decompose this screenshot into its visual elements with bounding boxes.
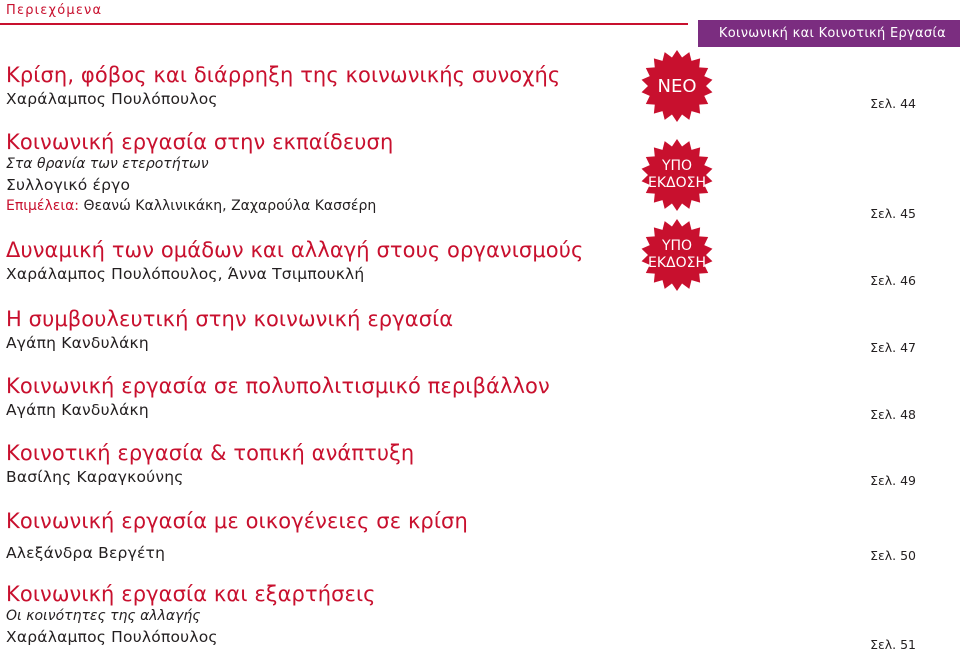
forthcoming-badge-line1: ΥΠΟ [661,158,693,174]
entry-title[interactable]: Κοινοτική εργασία & τοπική ανάπτυξη [6,441,415,465]
toc-entry[interactable] [6,237,583,285]
toc-entry[interactable] [6,508,468,564]
header-rule [0,23,688,25]
entry-subtitle: Στα θρανία των ετεροτήτων [6,156,209,172]
page-number[interactable]: Σελ. 44 [870,96,916,111]
page-number[interactable]: Σελ. 49 [870,473,916,488]
toc-entry[interactable] [6,373,550,421]
editor-prefix: Επιμέλεια: [6,198,80,214]
entry-title[interactable]: Κοινωνική εργασία με οικογένειες σε κρίση [6,509,468,533]
entry-author: Συλλογικό έργο [6,176,131,194]
toc-entry[interactable] [6,306,453,354]
entry-author: Αλεξάνδρα Βεργέτη [6,544,166,562]
entry-author: Χαράλαμπος Πουλόπουλος [6,628,218,646]
toc-entry[interactable] [6,440,414,488]
section-banner: Κοινωνική και Κοινοτική Εργασία [698,20,960,47]
page-number[interactable]: Σελ. 51 [870,637,916,652]
page-number[interactable]: Σελ. 46 [870,273,916,288]
entry-title[interactable]: Κοινωνική εργασία σε πολυπολιτισμικό περιβάλλον [6,374,550,398]
entry-author: Βασίλης Καραγκούνης [6,468,184,486]
entry-title[interactable]: Η συμβουλευτική στην κοινωνική εργασία [6,307,454,331]
entry-editor [6,196,393,216]
entry-author: Χαράλαμπος Πουλόπουλος [6,90,218,108]
toc-entry[interactable] [6,62,560,110]
contents-heading: Περιεχόμενα [6,3,103,18]
new-badge-label: ΝΕΟ [657,75,697,97]
entry-title[interactable]: Κοινωνική εργασία στην εκπαίδευση [6,130,394,154]
toc-entry[interactable] [6,129,393,216]
forthcoming-badge [641,219,713,291]
new-badge [641,50,713,122]
entry-author: Χαράλαμπος Πουλόπουλος, Άννα Τσιμπουκλή [6,265,365,283]
page-number[interactable]: Σελ. 45 [870,206,916,221]
entry-author: Αγάπη Κανδυλάκη [6,401,149,419]
page-number[interactable]: Σελ. 50 [870,548,916,563]
toc-entry[interactable] [6,581,376,648]
forthcoming-badge-line2: ΕΚΔΟΣΗ [648,175,706,191]
editor-names: Θεανώ Καλλινικάκη, Ζαχαρούλα Κασσέρη [83,198,377,214]
entry-author: Αγάπη Κανδυλάκη [6,334,149,352]
entry-title[interactable]: Δυναμική των ομάδων και αλλαγή στους οργανισμούς [6,238,584,262]
page-number[interactable]: Σελ. 48 [870,407,916,422]
page-number[interactable]: Σελ. 47 [870,340,916,355]
forthcoming-badge [641,139,713,211]
entry-subtitle: Οι κοινότητες της αλλαγής [6,608,201,624]
forthcoming-badge-line2: ΕΚΔΟΣΗ [648,255,706,271]
entry-title[interactable]: Κρίση, φόβος και διάρρηξη της κοινωνικής συνοχής [6,63,561,87]
forthcoming-badge-line1: ΥΠΟ [661,238,693,254]
entry-title[interactable]: Κοινωνική εργασία και εξαρτήσεις [6,582,376,606]
